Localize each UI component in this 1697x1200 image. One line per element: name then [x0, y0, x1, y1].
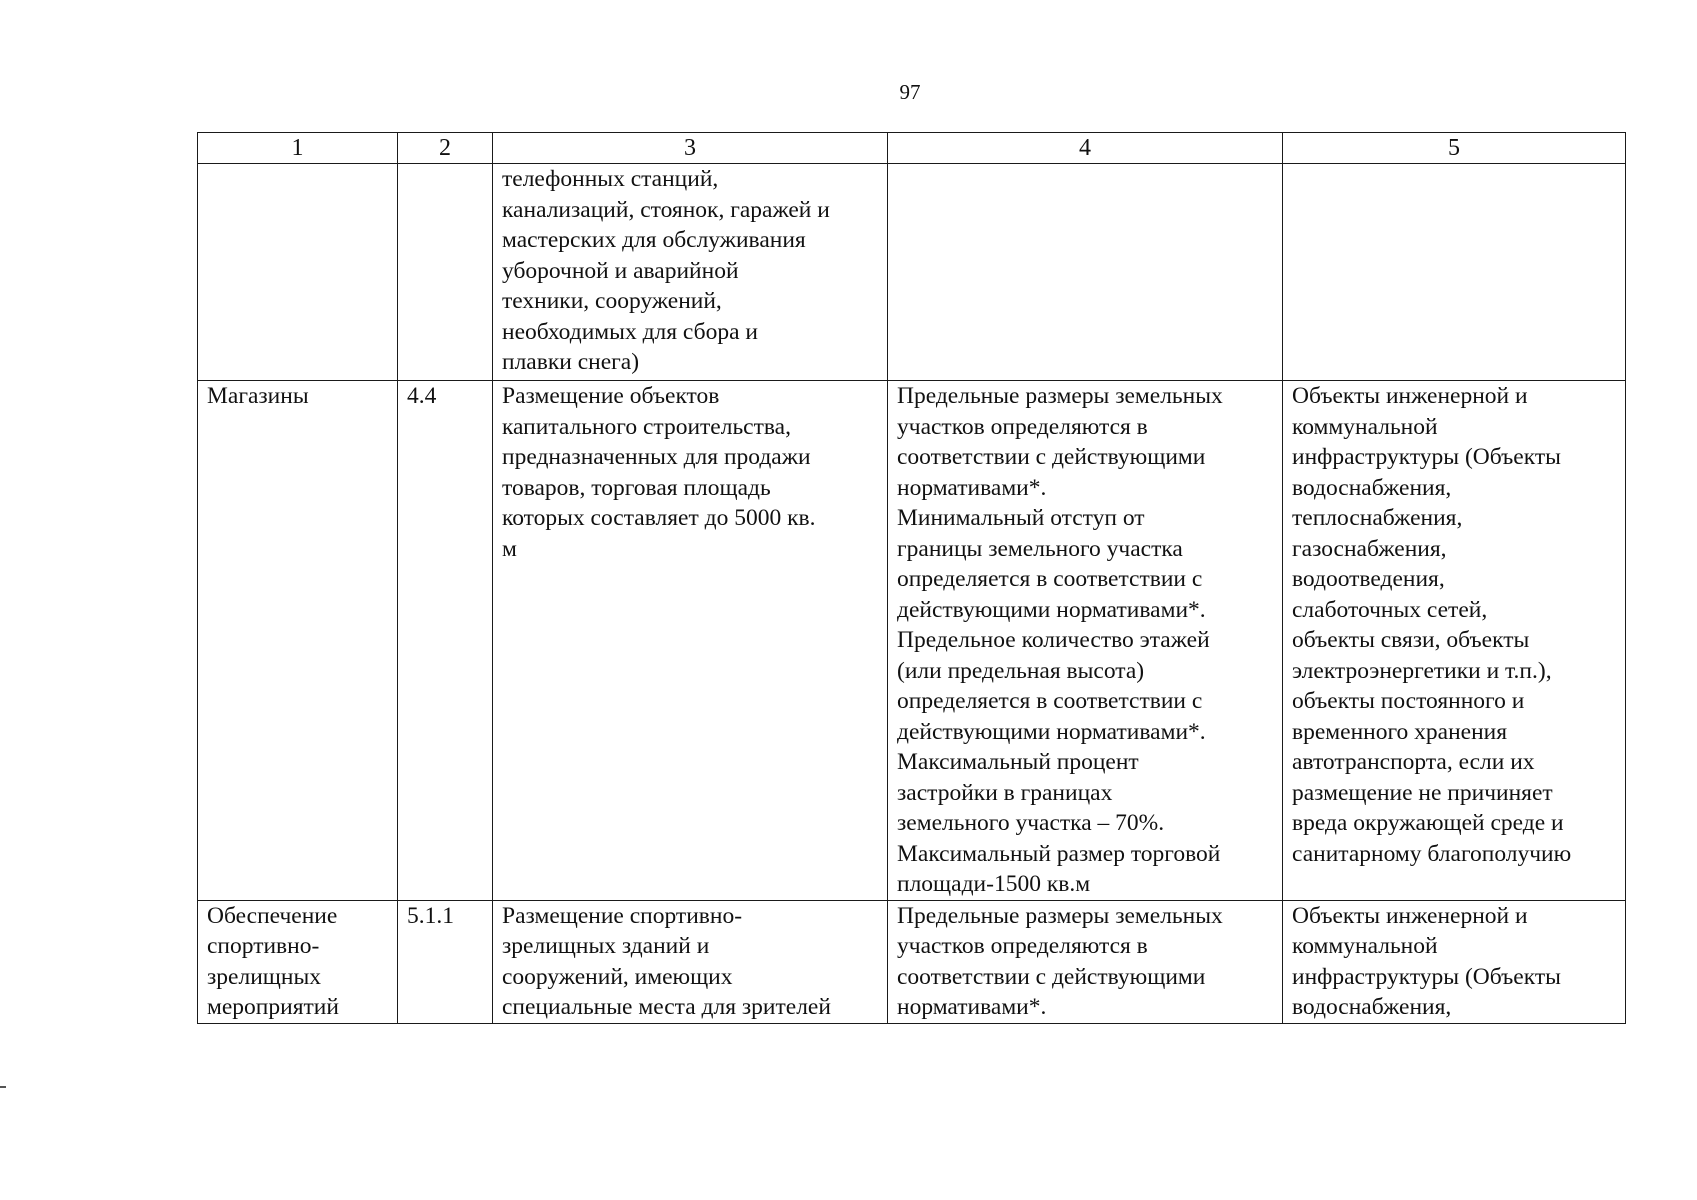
column-header-1: 1	[198, 133, 398, 164]
land-use-table	[197, 132, 1626, 1024]
table-row	[198, 900, 1626, 1023]
use-code: 4.4	[407, 383, 437, 409]
use-parameters: Предельные размеры земельных участков определяются в соответствии с действующими нормативами*.	[897, 902, 1223, 1020]
use-name-cell	[198, 164, 398, 381]
use-parameters-cell	[888, 164, 1283, 381]
auxiliary-uses-cell	[1283, 381, 1626, 901]
scan-edge-mark	[0, 1086, 6, 1088]
use-description-cell	[493, 164, 888, 381]
use-description: телефонных станций, канализаций, стоянок, гаражей и мастерских для обслуживания уборочной и аварийной техники, сооружений, необходимых для сбора и плавки снега)	[502, 166, 830, 375]
use-code-cell	[398, 900, 493, 1023]
use-code-cell	[398, 381, 493, 901]
header-row	[198, 133, 1626, 164]
column-header-5: 5	[1283, 133, 1626, 164]
column-header-2: 2	[398, 133, 493, 164]
use-description: Размещение объектов капитального строительства, предназначенных для продажи товаров, торговая площадь которых составляет до 5000 кв. м	[502, 383, 816, 562]
use-name-cell	[198, 381, 398, 901]
use-description: Размещение спортивно- зрелищных зданий и сооружений, имеющих специальные места для зрителей	[502, 902, 831, 1020]
use-parameters-cell	[888, 381, 1283, 901]
auxiliary-uses-cell	[1283, 164, 1626, 381]
use-name-cell	[198, 900, 398, 1023]
column-header-3: 3	[493, 133, 888, 164]
use-parameters: Предельные размеры земельных участков определяются в соответствии с действующими нормативами*. Минимальный отступ от границы земельного участка определяется в соответствии с действующими нормативами*. Предельное количество этажей (или предельная высота) определяется в соответствии с действующими нормативами*. Максимальный процент застройки в границах земельного участка – 70%. Максимальный размер торговой площади-1500 кв.м	[897, 383, 1223, 897]
auxiliary-uses: Объекты инженерной и коммунальной инфраструктуры (Объекты водоснабжения, теплоснабжения, газоснабжения, водоотведения, слаботочных сетей, объекты связи, объекты электроэнергетики и т.п.), объекты постоянного и временного хранения автотранспорта, если их размещение не причиняет вреда окружающей среде и санитарному благополучию	[1292, 383, 1572, 867]
table-row	[198, 381, 1626, 901]
page-number: 97	[899, 80, 921, 104]
auxiliary-uses: Объекты инженерной и коммунальной инфраструктуры (Объекты водоснабжения,	[1292, 902, 1561, 1020]
table-row	[198, 164, 1626, 381]
use-description-cell	[493, 900, 888, 1023]
use-code: 5.1.1	[407, 902, 454, 929]
use-name: Магазины	[207, 383, 309, 409]
use-description-cell	[493, 381, 888, 901]
use-name: Обеспечение спортивно- зрелищных мероприятий	[207, 902, 339, 1020]
auxiliary-uses-cell	[1283, 900, 1626, 1023]
use-code-cell	[398, 164, 493, 381]
column-header-4: 4	[888, 133, 1283, 164]
use-parameters-cell	[888, 900, 1283, 1023]
